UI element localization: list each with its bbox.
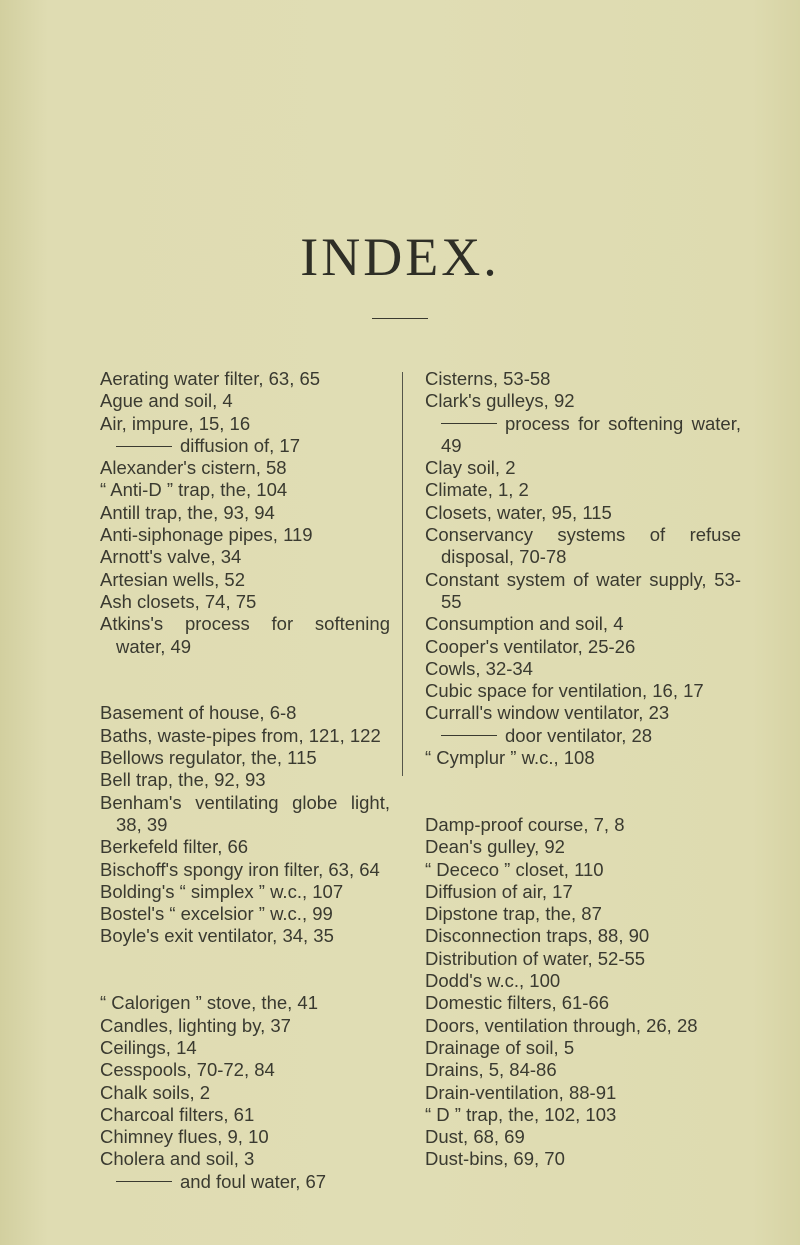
entry-text: Clay soil, 2 xyxy=(425,457,516,479)
entry-text: Artesian wells, 52 xyxy=(100,568,245,590)
index-entry xyxy=(425,992,741,1014)
entry-text: Charcoal filters, 61 xyxy=(100,1103,255,1125)
index-entry xyxy=(425,1082,741,1104)
index-entry xyxy=(100,479,390,501)
entry-text: Ash closets, 74, 75 xyxy=(100,590,257,612)
index-entry xyxy=(425,970,741,992)
index-entry xyxy=(425,1015,741,1037)
title-rule xyxy=(372,318,428,319)
entry-text: “ Calorigen ” stove, the, 41 xyxy=(100,992,318,1014)
entry-text: Chalk soils, 2 xyxy=(100,1081,211,1103)
index-entry xyxy=(425,390,741,412)
index-entry xyxy=(100,1104,390,1126)
entry-text: Dust-bins, 69, 70 xyxy=(425,1148,565,1170)
entry-text: diffusion of, 17 xyxy=(180,434,300,456)
index-entry xyxy=(425,680,741,702)
entry-text: “ Dececo ” closet, 110 xyxy=(425,858,604,880)
entry-text: Alexander's cistern, 58 xyxy=(100,457,287,479)
index-entry xyxy=(425,479,741,501)
index-section xyxy=(100,992,390,1193)
index-entry xyxy=(100,859,390,881)
entry-text: Dodd's w.c., 100 xyxy=(425,970,561,992)
ditto-dash xyxy=(441,423,497,424)
index-section xyxy=(100,368,390,658)
entry-text: Atkins's process for softening water, 49 xyxy=(100,613,390,657)
ditto-dash xyxy=(116,446,172,447)
index-entry xyxy=(425,881,741,903)
index-entry xyxy=(100,725,390,747)
index-entry xyxy=(425,636,741,658)
section-gap xyxy=(100,658,390,703)
entry-text: Candles, lighting by, 37 xyxy=(100,1014,291,1036)
index-entry xyxy=(425,1037,741,1059)
entry-text: “ Cymplur ” w.c., 108 xyxy=(425,747,595,769)
index-entry xyxy=(425,502,741,524)
index-section xyxy=(100,702,390,947)
index-entry xyxy=(100,881,390,903)
index-entry xyxy=(100,836,390,858)
index-entry xyxy=(425,747,741,769)
index-entry xyxy=(100,413,390,435)
entry-text: Consumption and soil, 4 xyxy=(425,613,624,635)
entry-text: Drains, 5, 84-86 xyxy=(425,1059,557,1081)
section-gap xyxy=(100,948,390,993)
index-entry xyxy=(425,836,741,858)
entry-text: Closets, water, 95, 115 xyxy=(425,501,612,523)
entry-text: and foul water, 67 xyxy=(180,1170,327,1192)
entry-text: Dipstone trap, the, 87 xyxy=(425,903,602,925)
index-entry xyxy=(100,925,390,947)
index-entry xyxy=(100,1015,390,1037)
index-section xyxy=(425,814,741,1171)
entry-text: Antill trap, the, 93, 94 xyxy=(100,501,275,523)
index-entry xyxy=(100,1059,390,1081)
entry-text: Chimney flues, 9, 10 xyxy=(100,1126,269,1148)
entry-text: Currall's window ventilator, 23 xyxy=(425,702,670,724)
index-entry xyxy=(100,524,390,546)
entry-text: Doors, ventilation through, 26, 28 xyxy=(425,1014,698,1036)
entry-text: Distribution of water, 52-55 xyxy=(425,947,646,969)
index-entry xyxy=(100,457,390,479)
index-entry xyxy=(425,524,741,569)
entry-text: Aerating water filter, 63, 65 xyxy=(100,368,321,389)
entry-text: Constant system of water supply, 53-55 xyxy=(425,568,741,612)
left-column xyxy=(100,368,390,1193)
entry-text: Ceilings, 14 xyxy=(100,1036,197,1058)
entry-text: Cooper's ventilator, 25-26 xyxy=(425,635,636,657)
entry-text: Air, impure, 15, 16 xyxy=(100,412,251,434)
entry-text: Arnott's valve, 34 xyxy=(100,546,242,568)
entry-text: Basement of house, 6-8 xyxy=(100,702,297,724)
index-entry xyxy=(425,658,741,680)
entry-text: Cesspools, 70-72, 84 xyxy=(100,1059,275,1081)
entry-text: Cholera and soil, 3 xyxy=(100,1148,255,1170)
entry-text: Bischoff's spongy iron filter, 63, 64 xyxy=(100,858,380,880)
index-entry xyxy=(100,702,390,724)
entry-text: Anti-siphonage pipes, 119 xyxy=(100,524,313,546)
index-entry xyxy=(425,569,741,614)
entry-text: Cowls, 32-34 xyxy=(425,657,533,679)
index-entry xyxy=(100,569,390,591)
entry-text: Cisterns, 53-58 xyxy=(425,368,551,389)
index-entry xyxy=(100,1126,390,1148)
entry-text: process for softening water, 49 xyxy=(441,412,741,456)
entry-text: Damp-proof course, 7, 8 xyxy=(425,813,625,835)
column-divider xyxy=(402,372,403,776)
index-entry xyxy=(425,613,741,635)
index-subentry xyxy=(425,725,741,747)
entry-text: Boyle's exit ventilator, 34, 35 xyxy=(100,925,334,947)
index-entry xyxy=(425,814,741,836)
section-gap xyxy=(425,769,741,814)
index-entry xyxy=(100,1148,390,1170)
page-title: INDEX. xyxy=(300,227,500,287)
entry-text: Dust, 68, 69 xyxy=(425,1126,525,1148)
entry-text: Bostel's “ excelsior ” w.c., 99 xyxy=(100,903,333,925)
ditto-dash xyxy=(116,1181,172,1182)
index-entry xyxy=(100,1037,390,1059)
index-entry xyxy=(425,948,741,970)
index-entry xyxy=(100,747,390,769)
index-entry xyxy=(425,1104,741,1126)
index-entry xyxy=(100,903,390,925)
entry-text: Drainage of soil, 5 xyxy=(425,1036,575,1058)
entry-text: “ D ” trap, the, 102, 103 xyxy=(425,1103,617,1125)
index-entry xyxy=(425,368,741,390)
entry-text: Domestic filters, 61-66 xyxy=(425,992,610,1014)
entry-text: Bell trap, the, 92, 93 xyxy=(100,769,266,791)
right-column xyxy=(425,368,741,1171)
index-entry xyxy=(100,1082,390,1104)
entry-text: Bolding's “ simplex ” w.c., 107 xyxy=(100,880,344,902)
entry-text: Dean's gulley, 92 xyxy=(425,836,565,858)
entry-text: Cubic space for ventilation, 16, 17 xyxy=(425,680,704,702)
entry-text: Bellows regulator, the, 115 xyxy=(100,747,317,769)
index-entry xyxy=(100,769,390,791)
index-entry xyxy=(425,859,741,881)
entry-text: Climate, 1, 2 xyxy=(425,479,529,501)
entry-text: Drain-ventilation, 88-91 xyxy=(425,1081,617,1103)
index-entry xyxy=(425,1059,741,1081)
index-entry xyxy=(100,368,390,390)
entry-text: Baths, waste-pipes from, 121, 122 xyxy=(100,724,381,746)
index-subentry xyxy=(100,435,390,457)
index-entry xyxy=(100,792,390,837)
index-entry xyxy=(425,925,741,947)
entry-text: Ague and soil, 4 xyxy=(100,390,233,412)
index-entry xyxy=(100,546,390,568)
entry-text: Benham's ventilating globe light, 38, 39 xyxy=(100,791,390,835)
index-entry xyxy=(425,1148,741,1170)
index-entry xyxy=(425,702,741,724)
entry-text: Conservancy systems of refuse disposal, 70-78 xyxy=(425,524,741,568)
index-entry xyxy=(425,457,741,479)
index-entry xyxy=(100,390,390,412)
index-entry xyxy=(100,591,390,613)
index-entry xyxy=(100,992,390,1014)
index-subentry xyxy=(100,1171,390,1193)
index-entry xyxy=(425,903,741,925)
index-subentry xyxy=(425,413,741,458)
entry-text: door ventilator, 28 xyxy=(505,724,653,746)
entry-text: Clark's gulleys, 92 xyxy=(425,390,575,412)
entry-text: Disconnection traps, 88, 90 xyxy=(425,925,650,947)
entry-text: “ Anti-D ” trap, the, 104 xyxy=(100,479,288,501)
index-entry xyxy=(100,613,390,658)
ditto-dash xyxy=(441,735,497,736)
index-section xyxy=(425,368,741,769)
entry-text: Diffusion of air, 17 xyxy=(425,880,573,902)
index-entry xyxy=(100,502,390,524)
entry-text: Berkefeld filter, 66 xyxy=(100,836,249,858)
index-entry xyxy=(425,1126,741,1148)
